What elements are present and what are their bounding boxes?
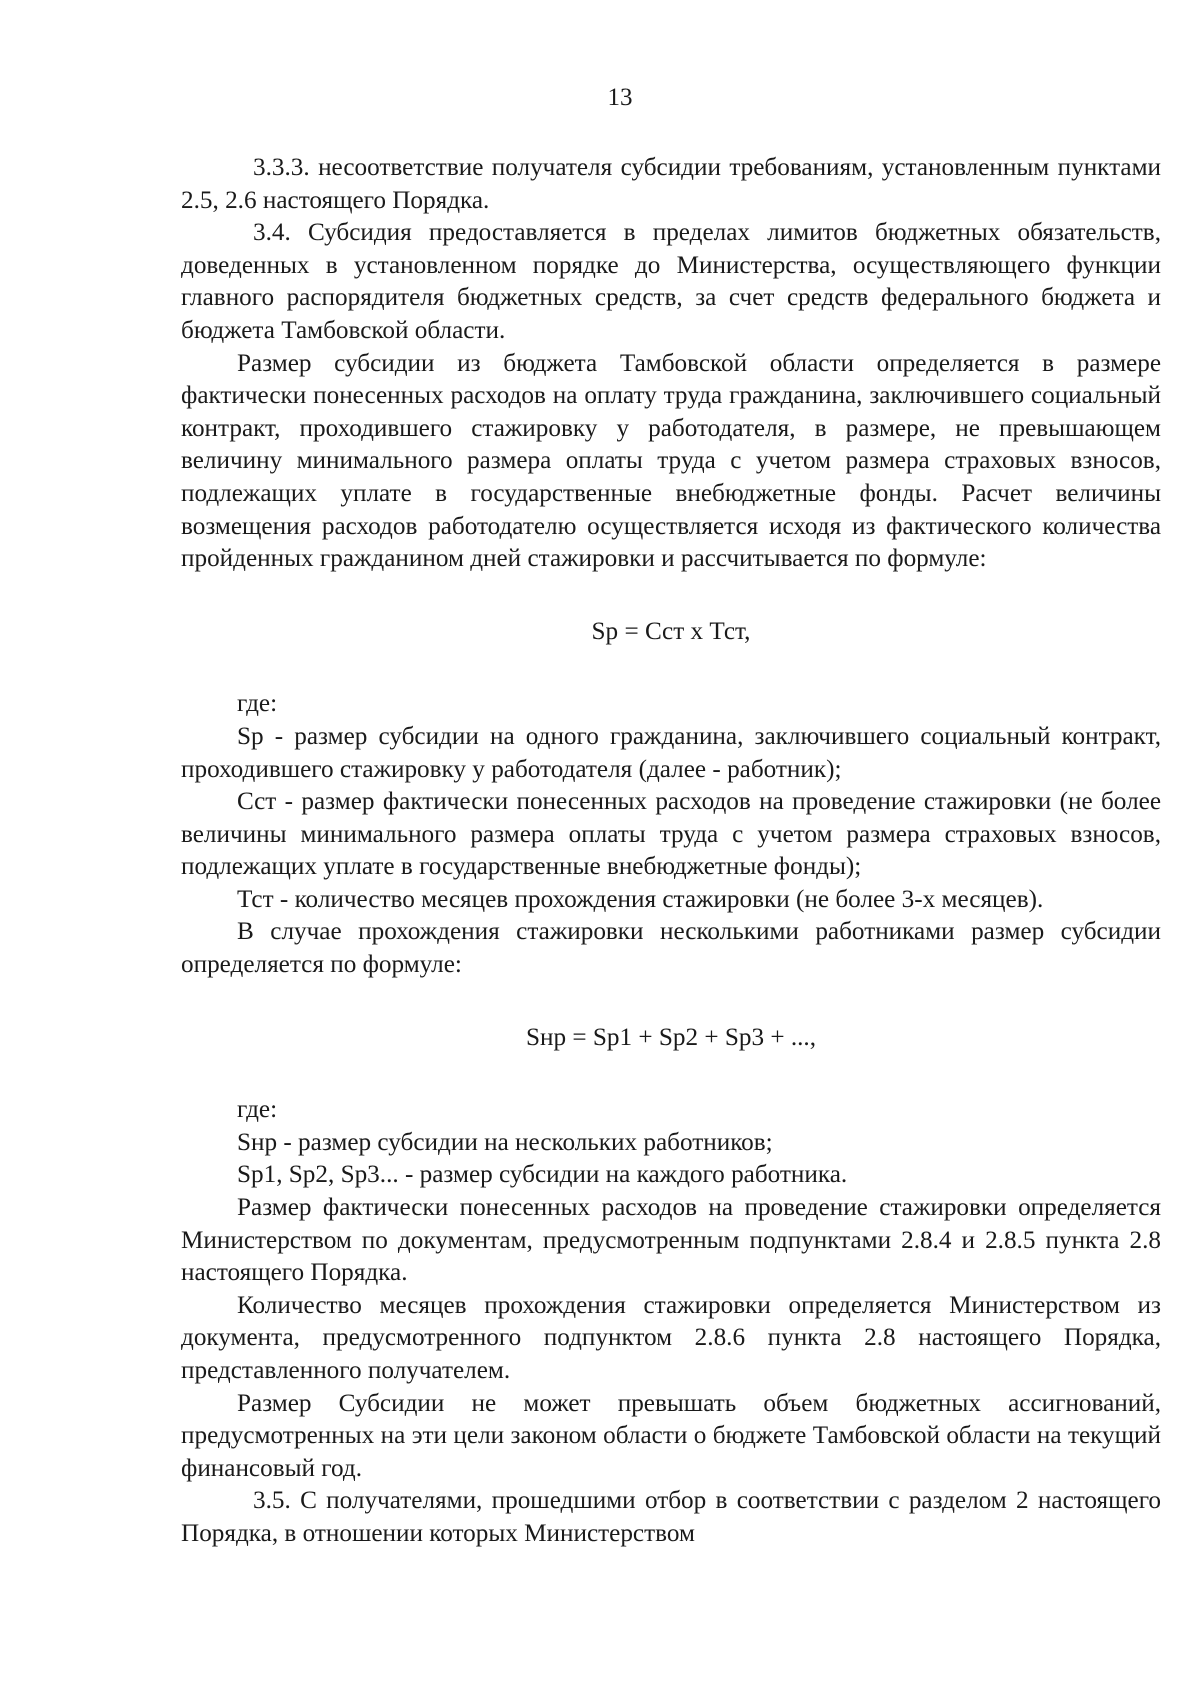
paragraph-several-workers: В случае прохождения стажировки несколькими работниками размер субсидии определяется по формуле: — [181, 918, 1161, 979]
paragraph-3-4: 3.4. Субсидия предоставляется в пределах лимитов бюджетных обязательств, доведенных в установленном порядке до Министерства, осуществляющего функции главного распорядителя бюджетных средств, за счет средств федерального бюджета и бюджета Тамбовской области. — [181, 219, 1161, 344]
paragraph-expenses: Размер фактически понесенных расходов на проведение стажировки определяется Министерством по документам, предусмотренным подпунктами 2.8.4 и 2.8.5 пункта 2.8 настоящего Порядка. — [181, 1194, 1161, 1287]
definition-tst: Тст - количество месяцев прохождения стажировки (не более 3-х месяцев). — [237, 885, 1044, 913]
definition-sst: Сст - размер фактически понесенных расходов на проведение стажировки (не более величины минимального размера оплаты труда с учетом размера страховых взносов, подлежащих уплате в государственные внебюджетные фонды); — [181, 788, 1161, 881]
formula-snr: Sнр = Sp1 + Sp2 + Sp3 + ..., — [525, 1023, 817, 1051]
page-number: 13 — [607, 84, 633, 111]
paragraph-limit: Размер Субсидии не может превышать объем бюджетных ассигнований, предусмотренных на эти цели законом области о бюджете Тамбовской области на текущий финансовый год. — [181, 1389, 1161, 1482]
paragraph-3-3-3: 3.3.3. несоответствие получателя субсидии требованиям, установленным пунктами 2.5, 2.6 настоящего Порядка. — [181, 154, 1161, 214]
where-label: где: — [237, 1096, 278, 1124]
definition-sp-each: Sp1, Sp2, Sp3... - размер субсидии на каждого работника. — [237, 1161, 848, 1189]
paragraph-3-5: 3.5. С получателями, прошедшими отбор в соответствии с разделом 2 настоящего Порядка, в отношении которых Министерством — [181, 1487, 1161, 1547]
document-body — [181, 152, 1161, 1551]
paragraph-months: Количество месяцев прохождения стажировки определяется Министерством из документа, предусмотренного подпунктом 2.8.6 пункта 2.8 настоящего Порядка, представленного получателем. — [181, 1291, 1161, 1384]
definition-sp: Sp - размер субсидии на одного гражданина, заключившего социальный контракт, проходившего стажировку у работодателя (далее - работник); — [181, 722, 1161, 783]
definition-snr: Sнр - размер субсидии на нескольких работников; — [237, 1128, 773, 1156]
formula-sp: Sp = Сст х Тст, — [591, 617, 751, 645]
where-label: где: — [237, 690, 278, 718]
paragraph-subsidy-size: Размер субсидии из бюджета Тамбовской области определяется в размере фактически понесенных расходов на оплату труда гражданина, заключившего социальный контракт, проходившего стажировку у работодателя, в размере, не превышающем величину минимального размера оплаты труда с учетом размера страховых взносов, подлежащих уплате в государственные внебюджетные фонды. Расчет величины возмещения расходов работодателю осуществляется исходя из фактического количества пройденных гражданином дней стажировки и рассчитывается по формуле: — [181, 349, 1161, 573]
